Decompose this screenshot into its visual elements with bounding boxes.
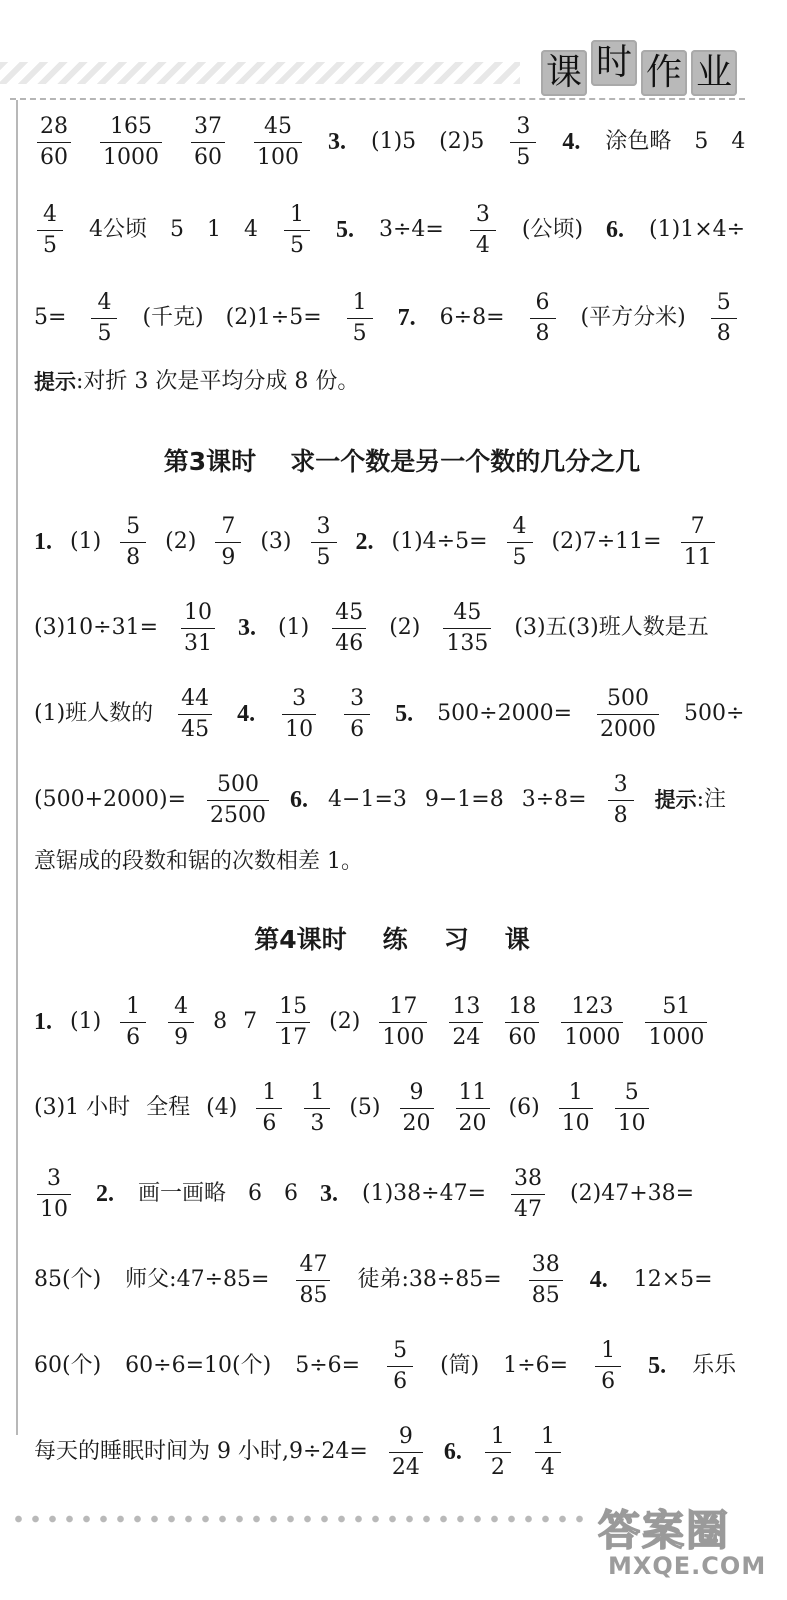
question-number: 6. bbox=[443, 1439, 462, 1465]
answer-text: 1÷6= bbox=[503, 1353, 569, 1378]
fraction-numerator: 45 bbox=[264, 114, 292, 140]
answer-text: 85(个) bbox=[34, 1267, 102, 1292]
fraction-denominator: 8 bbox=[608, 800, 634, 827]
answer-text: 3÷4= bbox=[379, 217, 444, 242]
answer-line bbox=[34, 112, 750, 172]
fraction-numerator: 38 bbox=[531, 1252, 560, 1278]
fraction bbox=[120, 995, 146, 1048]
fraction-numerator: 1 bbox=[490, 1424, 505, 1450]
fraction-numerator: 51 bbox=[662, 994, 691, 1020]
question-number: 6. bbox=[290, 787, 309, 813]
section-heading-lesson3 bbox=[34, 442, 750, 478]
fraction bbox=[505, 995, 539, 1048]
fraction-denominator: 45 bbox=[178, 714, 212, 741]
answer-text: (公顷) bbox=[521, 217, 584, 242]
fraction bbox=[507, 515, 533, 568]
fraction bbox=[389, 1425, 423, 1478]
fraction-numerator: 7 bbox=[690, 514, 705, 540]
lesson-number: 第3课时 bbox=[163, 447, 257, 476]
fraction-numerator: 165 bbox=[110, 114, 152, 140]
fraction bbox=[215, 515, 241, 568]
lesson-title-char: 练 bbox=[382, 925, 408, 954]
fraction bbox=[37, 115, 71, 168]
fraction bbox=[91, 291, 117, 344]
answer-text: 4公顷 bbox=[89, 217, 147, 242]
answer-line bbox=[34, 1422, 750, 1482]
answer-text: (千克) bbox=[142, 305, 204, 330]
fraction-denominator: 47 bbox=[511, 1194, 545, 1221]
fraction bbox=[595, 1339, 621, 1392]
fraction-numerator: 10 bbox=[184, 600, 213, 626]
fraction-denominator: 8 bbox=[711, 318, 737, 345]
answer-text: (3)1 小时 bbox=[34, 1095, 131, 1120]
answer-line bbox=[34, 288, 750, 348]
fraction-numerator: 123 bbox=[571, 994, 614, 1020]
fraction-denominator: 9 bbox=[215, 542, 241, 569]
answer-line bbox=[34, 200, 750, 260]
question-number: 1. bbox=[34, 529, 52, 555]
answer-text: (1)4÷5= bbox=[391, 529, 488, 554]
fraction-numerator: 3 bbox=[516, 114, 531, 140]
fraction-numerator: 15 bbox=[279, 994, 308, 1020]
fraction-denominator: 60 bbox=[505, 1022, 539, 1049]
fraction bbox=[347, 291, 373, 344]
answer-line bbox=[34, 512, 750, 572]
fraction bbox=[561, 995, 623, 1048]
fraction-denominator: 100 bbox=[379, 1022, 427, 1049]
fraction bbox=[254, 115, 302, 168]
fraction-denominator: 24 bbox=[449, 1022, 483, 1049]
answer-text: (1)5 bbox=[371, 129, 417, 154]
answer-text: (平方分米) bbox=[580, 305, 686, 330]
fraction bbox=[387, 1339, 413, 1392]
question-number: 7. bbox=[397, 305, 416, 331]
fraction-numerator: 3 bbox=[47, 1166, 61, 1192]
fraction-denominator: 2 bbox=[485, 1452, 511, 1479]
answer-text: 500÷ bbox=[684, 701, 745, 726]
answer-text: 12×5= bbox=[633, 1267, 713, 1292]
fraction-numerator: 500 bbox=[607, 686, 650, 712]
fraction bbox=[168, 995, 194, 1048]
fraction-numerator: 5 bbox=[716, 290, 731, 316]
fraction-numerator: 45 bbox=[335, 600, 364, 626]
fraction bbox=[449, 995, 483, 1048]
answer-text: 6 bbox=[284, 1181, 299, 1206]
hint-label: 提示 bbox=[654, 787, 697, 812]
answer-text: 3÷8= bbox=[521, 787, 587, 812]
question-number: 3. bbox=[238, 615, 257, 641]
fraction bbox=[456, 1081, 490, 1134]
fraction-denominator: 10 bbox=[615, 1108, 649, 1135]
fraction-denominator: 100 bbox=[254, 142, 302, 169]
fraction-numerator: 6 bbox=[535, 290, 550, 316]
fraction bbox=[615, 1081, 649, 1134]
header-rule bbox=[10, 98, 745, 100]
fraction-numerator: 3 bbox=[292, 686, 307, 712]
fraction bbox=[332, 601, 366, 654]
answer-text: (5) bbox=[349, 1095, 381, 1120]
fraction-numerator: 4 bbox=[43, 202, 57, 228]
answer-text: 9−1=8 bbox=[424, 787, 504, 812]
answer-line bbox=[34, 684, 750, 744]
badge-char: 课 bbox=[541, 50, 587, 96]
answer-text: 全程 bbox=[146, 1095, 191, 1120]
fraction-denominator: 10 bbox=[37, 1194, 71, 1221]
answer-text: (2) bbox=[389, 615, 421, 640]
fraction-numerator: 1 bbox=[262, 1080, 277, 1106]
fraction-denominator: 6 bbox=[120, 1022, 146, 1049]
answer-line bbox=[34, 1336, 750, 1396]
answer-text: (1) bbox=[70, 529, 102, 554]
lesson-number: 第4课时 bbox=[254, 925, 347, 954]
answer-text: 每天的睡眠时间为 9 小时,9÷24= bbox=[34, 1439, 368, 1464]
fraction bbox=[485, 1425, 511, 1478]
lesson-title-char: 课 bbox=[504, 925, 530, 954]
hint-label: 提示 bbox=[34, 369, 76, 394]
fraction bbox=[400, 1081, 434, 1134]
answer-text: (3)五(3)班人数是五 bbox=[514, 615, 709, 640]
answer-text: 8 bbox=[213, 1009, 228, 1034]
watermark-url: MXQE.COM bbox=[608, 1552, 767, 1580]
fraction-denominator: 10 bbox=[559, 1108, 593, 1135]
fraction-numerator: 1 bbox=[601, 1338, 616, 1364]
fraction bbox=[681, 515, 715, 568]
question-number: 1. bbox=[34, 1009, 52, 1035]
fraction-denominator: 60 bbox=[191, 142, 225, 169]
question-number: 5. bbox=[648, 1353, 667, 1379]
fraction-numerator: 47 bbox=[299, 1252, 328, 1278]
answer-text: :对折 3 次是平均分成 8 份。 bbox=[76, 369, 360, 394]
question-number: 5. bbox=[336, 217, 354, 243]
fraction-numerator: 1 bbox=[568, 1080, 583, 1106]
fraction-numerator: 7 bbox=[221, 514, 236, 540]
fraction-numerator: 5 bbox=[393, 1338, 408, 1364]
section-badge bbox=[528, 42, 750, 100]
footer-dots bbox=[10, 1512, 590, 1532]
fraction-denominator: 6 bbox=[256, 1108, 282, 1135]
question-number: 3. bbox=[320, 1181, 339, 1207]
answer-text: (2)47+38= bbox=[570, 1181, 695, 1206]
hint-line bbox=[34, 366, 750, 398]
answer-text: 5 bbox=[170, 217, 184, 242]
fraction bbox=[256, 1081, 282, 1134]
answer-text: 4 bbox=[244, 217, 258, 242]
answer-text: 意锯成的段数和锯的次数相差 1。 bbox=[34, 849, 363, 874]
fraction-denominator: 6 bbox=[344, 714, 370, 741]
answer-text: 5 bbox=[694, 129, 709, 154]
fraction-denominator: 20 bbox=[400, 1108, 434, 1135]
fraction bbox=[37, 1167, 71, 1220]
fraction bbox=[181, 601, 215, 654]
fraction-numerator: 5 bbox=[624, 1080, 639, 1106]
badge-char: 业 bbox=[691, 50, 737, 96]
answer-text: (3) bbox=[260, 529, 292, 554]
watermark-logo: 答案圈 bbox=[598, 1506, 731, 1555]
fraction-denominator: 1000 bbox=[645, 1022, 707, 1049]
answer-text: (2) bbox=[329, 1009, 361, 1034]
answer-text: 5÷6= bbox=[295, 1353, 361, 1378]
fraction bbox=[284, 203, 310, 256]
fraction-denominator: 9 bbox=[168, 1022, 194, 1049]
fraction-denominator: 135 bbox=[443, 628, 491, 655]
fraction bbox=[120, 515, 146, 568]
answer-text: 1 bbox=[207, 217, 221, 242]
answer-text: 5= bbox=[34, 305, 67, 330]
fraction bbox=[443, 601, 491, 654]
answer-text: 60÷6=10(个) bbox=[125, 1353, 272, 1378]
question-number: 4. bbox=[237, 701, 256, 727]
fraction-numerator: 1 bbox=[540, 1424, 555, 1450]
fraction-denominator: 6 bbox=[387, 1366, 413, 1393]
fraction-numerator: 17 bbox=[389, 994, 418, 1020]
fraction-denominator: 8 bbox=[120, 542, 146, 569]
fraction bbox=[711, 291, 737, 344]
question-number: 2. bbox=[355, 529, 374, 555]
fraction-denominator: 20 bbox=[456, 1108, 490, 1135]
question-number: 2. bbox=[96, 1181, 114, 1207]
question-number: 6. bbox=[606, 217, 625, 243]
fraction bbox=[282, 687, 316, 740]
answer-text: (2)5 bbox=[439, 129, 485, 154]
answer-text: 7 bbox=[243, 1009, 258, 1034]
fraction-denominator: 5 bbox=[347, 318, 373, 345]
answer-text: (4) bbox=[206, 1095, 238, 1120]
fraction-denominator: 85 bbox=[296, 1280, 330, 1307]
fraction-numerator: 9 bbox=[409, 1080, 424, 1106]
answer-text: 4−1=3 bbox=[328, 787, 407, 812]
lesson-title-char: 习 bbox=[443, 925, 469, 954]
header-decor bbox=[0, 62, 520, 84]
answer-text: 徒弟:38÷85= bbox=[357, 1267, 502, 1292]
fraction-denominator: 4 bbox=[535, 1452, 561, 1479]
fraction bbox=[529, 1253, 563, 1306]
fraction-numerator: 4 bbox=[97, 290, 112, 316]
fraction-numerator: 28 bbox=[40, 114, 68, 140]
fraction-denominator: 85 bbox=[529, 1280, 563, 1307]
badge-char: 时 bbox=[591, 40, 637, 86]
fraction bbox=[645, 995, 707, 1048]
answer-text: 涂色略 bbox=[605, 129, 672, 154]
fraction-numerator: 37 bbox=[194, 114, 222, 140]
fraction-denominator: 31 bbox=[181, 628, 215, 655]
lesson-title: 求一个数是另一个数的几分之几 bbox=[290, 447, 641, 476]
answer-text: (筒) bbox=[440, 1353, 480, 1378]
fraction-denominator: 2000 bbox=[597, 714, 659, 741]
fraction bbox=[311, 515, 337, 568]
fraction-numerator: 500 bbox=[217, 772, 260, 798]
fraction-denominator: 11 bbox=[681, 542, 715, 569]
answer-text: (1) bbox=[70, 1009, 102, 1034]
fraction-denominator: 8 bbox=[530, 318, 556, 345]
answer-line bbox=[34, 1164, 750, 1224]
fraction-numerator: 13 bbox=[452, 994, 481, 1020]
answer-line bbox=[34, 846, 750, 878]
fraction-numerator: 4 bbox=[512, 514, 527, 540]
fraction-denominator: 5 bbox=[91, 318, 117, 345]
answer-line bbox=[34, 992, 750, 1052]
answer-text: :注 bbox=[696, 787, 727, 812]
fraction-denominator: 60 bbox=[37, 142, 71, 169]
answer-text: (2)7÷11= bbox=[551, 529, 662, 554]
fraction bbox=[344, 687, 370, 740]
fraction-numerator: 1 bbox=[126, 994, 141, 1020]
fraction bbox=[178, 687, 212, 740]
answer-text: (3)10÷31= bbox=[34, 615, 159, 640]
fraction-numerator: 18 bbox=[508, 994, 537, 1020]
fraction-numerator: 44 bbox=[181, 686, 210, 712]
fraction-numerator: 45 bbox=[453, 600, 482, 626]
question-number: 3. bbox=[328, 129, 346, 155]
answer-line bbox=[34, 598, 750, 658]
fraction bbox=[276, 995, 310, 1048]
answer-line bbox=[34, 1250, 750, 1310]
answer-text: (1) bbox=[278, 615, 310, 640]
fraction-denominator: 5 bbox=[507, 542, 533, 569]
answer-text: 6÷8= bbox=[439, 305, 505, 330]
answer-text: 6 bbox=[248, 1181, 263, 1206]
fraction-denominator: 24 bbox=[389, 1452, 423, 1479]
answer-content bbox=[34, 112, 750, 1482]
answer-line bbox=[34, 770, 750, 830]
answer-text: 500÷2000= bbox=[437, 701, 573, 726]
fraction-denominator: 2500 bbox=[207, 800, 269, 827]
fraction bbox=[511, 1167, 545, 1220]
answer-line bbox=[34, 1078, 750, 1138]
answer-text: 师父:47÷85= bbox=[125, 1267, 270, 1292]
fraction-denominator: 3 bbox=[304, 1108, 330, 1135]
fraction-numerator: 3 bbox=[613, 772, 628, 798]
answer-text: (1)1×4÷ bbox=[649, 217, 746, 242]
fraction-denominator: 5 bbox=[510, 142, 536, 169]
answer-text: (6) bbox=[508, 1095, 540, 1120]
fraction bbox=[559, 1081, 593, 1134]
fraction bbox=[191, 115, 225, 168]
fraction-numerator: 3 bbox=[475, 202, 490, 228]
fraction bbox=[379, 995, 427, 1048]
fraction-denominator: 1000 bbox=[100, 142, 162, 169]
fraction bbox=[608, 773, 634, 826]
fraction-denominator: 5 bbox=[311, 542, 337, 569]
fraction-denominator: 5 bbox=[284, 230, 310, 257]
answer-text: 4 bbox=[731, 129, 746, 154]
fraction bbox=[296, 1253, 330, 1306]
answer-text: 乐乐 bbox=[692, 1353, 737, 1378]
fraction bbox=[207, 773, 269, 826]
answer-text: 画一画略 bbox=[138, 1181, 227, 1206]
fraction-numerator: 1 bbox=[310, 1080, 325, 1106]
fraction-denominator: 46 bbox=[332, 628, 366, 655]
fraction-numerator: 38 bbox=[514, 1166, 543, 1192]
fraction-numerator: 11 bbox=[458, 1080, 487, 1106]
fraction-numerator: 4 bbox=[174, 994, 189, 1020]
badge-char: 作 bbox=[641, 50, 687, 96]
question-number: 5. bbox=[395, 701, 414, 727]
fraction bbox=[530, 291, 556, 344]
fraction-denominator: 1000 bbox=[561, 1022, 623, 1049]
fraction-numerator: 9 bbox=[398, 1424, 413, 1450]
answer-text: 60(个) bbox=[34, 1353, 102, 1378]
answer-text: (2) bbox=[165, 529, 197, 554]
question-number: 4. bbox=[562, 129, 581, 155]
fraction-numerator: 3 bbox=[350, 686, 365, 712]
answer-text: (1)班人数的 bbox=[34, 701, 154, 726]
fraction-denominator: 5 bbox=[37, 230, 63, 257]
fraction bbox=[535, 1425, 561, 1478]
margin-rule bbox=[16, 100, 18, 1435]
question-number: 4. bbox=[589, 1267, 608, 1293]
fraction-denominator: 4 bbox=[470, 230, 496, 257]
answer-text: (1)38÷47= bbox=[362, 1181, 487, 1206]
fraction-denominator: 10 bbox=[282, 714, 316, 741]
fraction-numerator: 5 bbox=[126, 514, 141, 540]
fraction bbox=[304, 1081, 330, 1134]
fraction bbox=[510, 115, 536, 168]
fraction-numerator: 3 bbox=[316, 514, 331, 540]
fraction bbox=[100, 115, 162, 168]
fraction bbox=[597, 687, 659, 740]
fraction-denominator: 17 bbox=[276, 1022, 310, 1049]
section-heading-lesson4 bbox=[34, 920, 750, 956]
fraction bbox=[37, 203, 63, 256]
fraction bbox=[470, 203, 496, 256]
fraction-numerator: 1 bbox=[290, 202, 304, 228]
fraction-denominator: 6 bbox=[595, 1366, 621, 1393]
fraction-numerator: 1 bbox=[352, 290, 367, 316]
answer-text: (2)1÷5= bbox=[225, 305, 322, 330]
answer-text: (500+2000)= bbox=[34, 787, 187, 812]
